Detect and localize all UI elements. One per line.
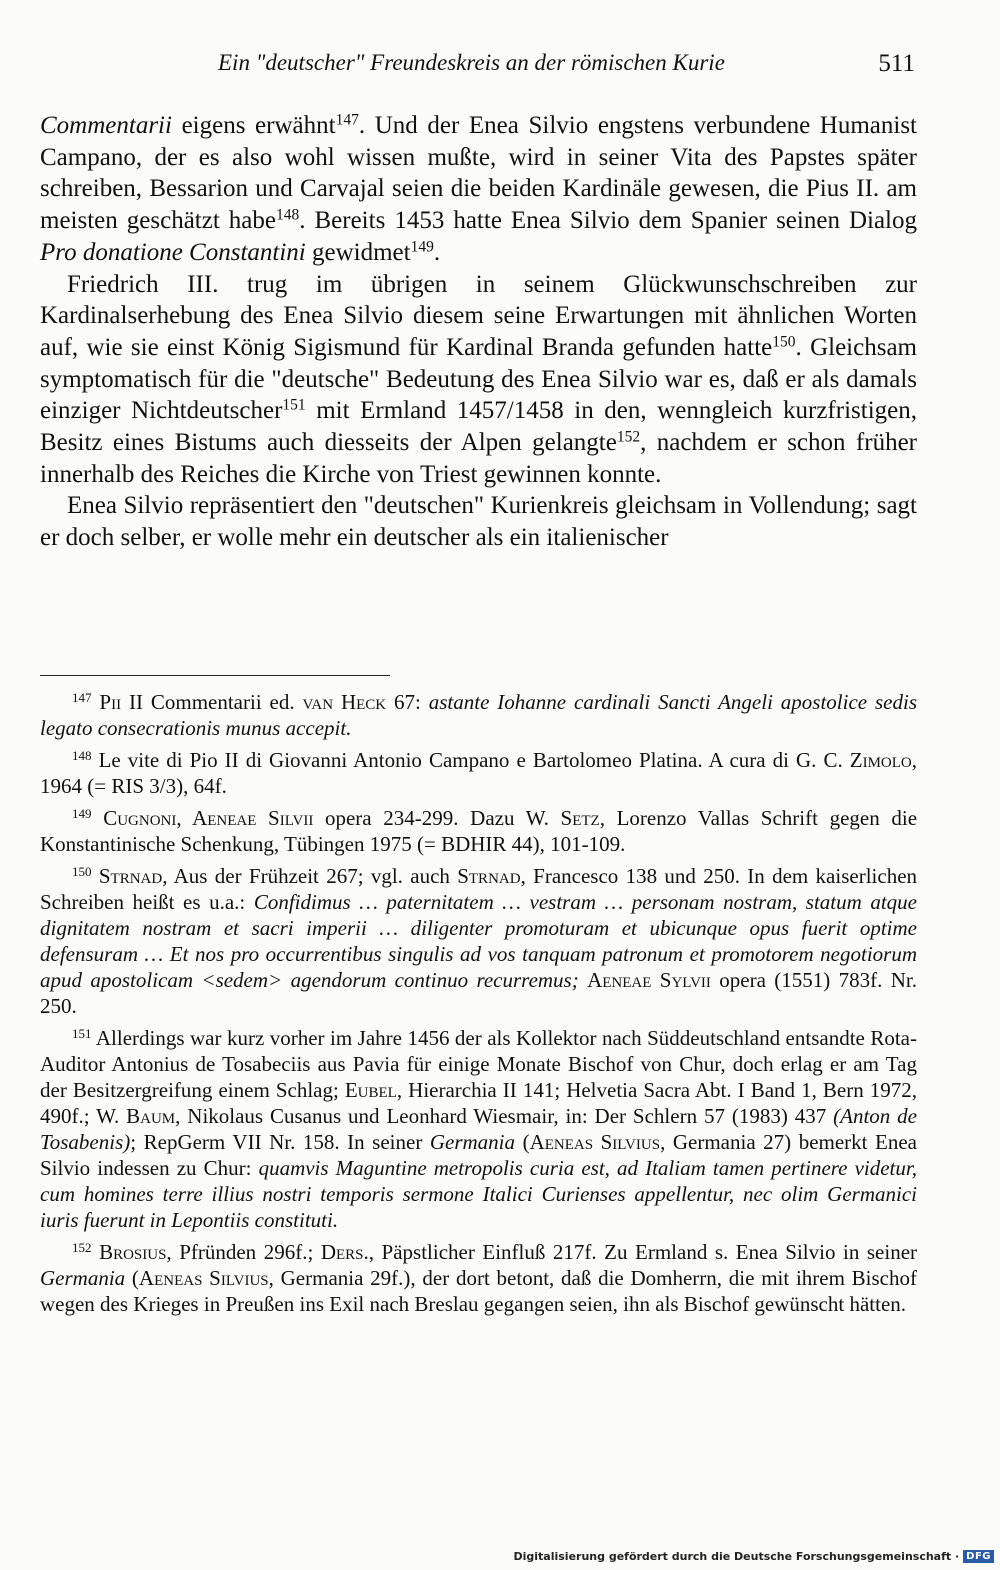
footnote-149: $^{149}$ Cugnoni, Aeneae Silvii opera 234-299. Dazu W. Setz, Lorenzo Vallas Schrift gegen die Konstantinische Schenkung, Tübingen 1975 (= BDHIR 44), 101-109. xyxy=(40,805,918,856)
footnote-ref-147: 147 xyxy=(335,111,359,129)
running-title: Ein "deutscher" Freundeskreis an der römischen Kurie xyxy=(218,50,725,75)
page-number: 511 xyxy=(878,50,915,77)
paragraph-2: Friedrich III. trug im übrigen in seinem Glückwunschschreiben zur Kardinalserhebung des Enea Silvio diesem seine Erwartungen mit ähnlichen Worten auf, wie sie einst König Sigismund für Kardinal Branda gefunden hatte$^{150}$. Gleichsam symptomatisch für die "deutsche" Bedeutung des Enea Silvio war es, daß er als damals einziger Nichtdeutscher$^{151}$ mit Ermland 1457/1458 in den, wenngleich kurzfristigen, Besitz eines Bistums auch diesseits der Alpen gelangte$^{152}$, nachdem er schon früher innerhalb des Reiches die Kirche von Triest gewinnen konnte. xyxy=(40,270,917,488)
footnote-ref-148: 148 xyxy=(275,206,300,224)
footnotes xyxy=(40,689,917,1323)
main-text xyxy=(40,110,917,554)
footnote-ref-150: 150 xyxy=(772,333,796,351)
footnote-148: $^{148}$ Le vite di Pio II di Giovanni Antonio Campano e Bartolomeo Platina. A cura di G. C. Zimolo, 1964 (= RIS 3/3), 64f. xyxy=(40,747,917,798)
footnote-152: $^{152}$ Brosius, Pfründen 296f.; Ders., Päpstlicher Einfluß 217f. Zu Ermland s. Enea Silvio in seiner Germania (Aeneas Silvius, Germania 29f.), der dort betont, daß die Domherrn, die mit ihrem Bischof wegen des Krieges in Preußen ins Exil nach Breslau gegangen seien, ihn als Bischof gewünscht hätten. xyxy=(40,1239,918,1316)
footnote-ref-152: 152 xyxy=(616,428,641,446)
running-head xyxy=(40,50,915,84)
footnote-ref-149: 149 xyxy=(410,238,434,256)
dfg-logo: DFG xyxy=(963,1550,994,1563)
footnote-separator xyxy=(40,675,390,676)
paragraph-3: Enea Silvio repräsentiert den "deutschen" Kurienkreis gleichsam in Vollendung; sagt er doch selber, er wolle mehr ein deutscher als ein italienischer xyxy=(40,492,917,552)
digitization-credit xyxy=(513,1546,994,1566)
paragraph-1: Commentarii eigens erwähnt$^{147}$. Und der Enea Silvio engstens verbundene Humanist Campano, der es also wohl wissen mußte, wird in seiner Vita des Papstes später schreiben, Bessarion und Carvajal seien die beiden Kardinäle gewesen, die Pius II. am meisten geschätzt habe$^{148}$. Bereits 1453 hatte Enea Silvio dem Spanier seinen Dialog Pro donatione Constantini gewidmet$^{149}$. xyxy=(40,111,917,266)
footnote-147: $^{147}$ Pii II Commentarii ed. van Heck 67: astante Iohanne cardinali Sancti Angeli apostolice sedis legato consecrationis munus accepit. xyxy=(40,689,917,740)
footnote-150: $^{150}$ Strnad, Aus der Frühzeit 267; vgl. auch Strnad, Francesco 138 und 250. In dem kaiserlichen Schreiben heißt es u.a.: Confidimus … paternitatem … vestram … personam nostram, statum atque dignitatem nostram et sacri imperii … diligenter promoturam et ubicunque opus fuerit optime defensuram … Et nos pro occurrentibus singulis ad vos tanquam patronum et promotorem negotiorum apud apostolicam <sedem> agendorum continuo recurremus; Aeneae Sylvii opera (1551) 783f. Nr. 250. xyxy=(40,863,918,1018)
credit-text: Digitalisierung gefördert durch die Deutsche Forschungsgemeinschaft · xyxy=(513,1549,960,1563)
footnote-151: $^{151}$ Allerdings war kurz vorher im Jahre 1456 der als Kollektor nach Süddeutschland entsandte Rota-Auditor Antonius de Tosabeciis aus Pavia für einige Monate Bischof von Chur, doch erlag er am Tag der Besitzergreifung einem Schlag; Eubel, Hierarchia II 141; Helvetia Sacra Abt. I Band 1, Bern 1972, 490f.; W. Baum, Nikolaus Cusanus und Leonhard Wiesmair, in: Der Schlern 57 (1983) 437 (Anton de Tosabenis); RepGerm VII Nr. 158. In seiner Germania (Aeneas Silvius, Germania 27) bemerkt Enea Silvio indessen zu Chur: quamvis Maguntine metropolis curia est, ad Italiam tamen pertinere videtur, cum homines terre illius nostri temporis sermone Italici Curienses appellentur, nec olim Germanici iuris fuerunt in Lepontiis constituti. xyxy=(40,1025,917,1232)
footnote-ref-151: 151 xyxy=(282,396,306,414)
